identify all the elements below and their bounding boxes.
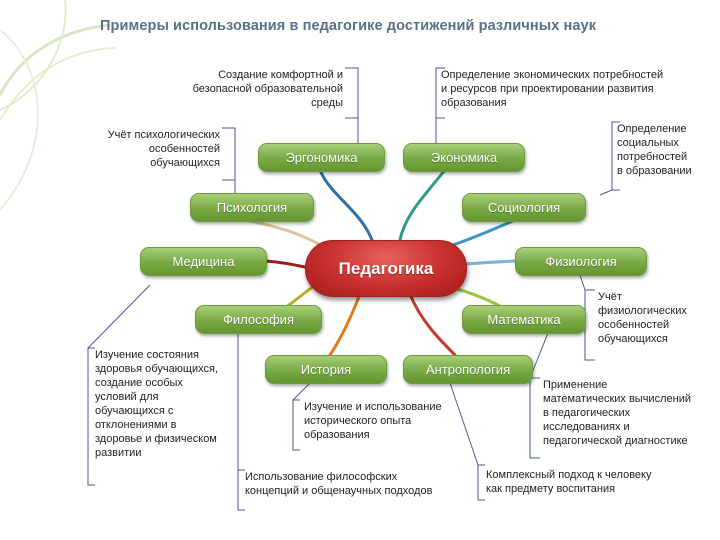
note-ekonomika: Определение экономических потребностей и ресурсов при проектировании развития образования [441, 69, 664, 109]
node-filosofiya: Философия [195, 305, 322, 334]
branch-istoriya [330, 294, 360, 355]
bracket-filosofiya [238, 332, 245, 510]
note-ergonomika: Создание комфортной и безопасной образовательной среды [192, 69, 343, 109]
node-istoriya: История [265, 355, 387, 384]
note-psikhologiya: Учёт психологических особенностей обучающихся [107, 129, 220, 169]
branch-sotsiologiya [450, 218, 520, 246]
node-psikhologiya: Психология [190, 193, 314, 222]
bracket-ergonomika [345, 68, 358, 143]
branch-meditsina [265, 261, 305, 267]
branch-psikhologiya [245, 220, 325, 248]
node-meditsina: Медицина [140, 247, 267, 276]
branch-antropologiya [410, 294, 455, 355]
node-matematika: Математика [462, 305, 586, 334]
node-ergonomika: Эргономика [258, 143, 385, 172]
page-title: Примеры использования в педагогике достижений различных наук [100, 18, 597, 34]
branch-ekonomika [400, 170, 445, 240]
node-ekonomika: Экономика [403, 143, 525, 172]
note-istoriya: Изучение и использование исторического опыта образования [304, 401, 442, 441]
note-fiziologiya: Учёт физиологических особенностей обучающихся [598, 291, 687, 345]
note-matematika: Применение математических вычислений в педагогических исследованиях и педагогической диагностике [543, 379, 691, 447]
note-sotsiologiya: Определение социальных потребностей в образовании [617, 123, 692, 177]
node-antropologiya: Антропология [403, 355, 533, 384]
node-fiziologiya: Физиология [515, 247, 647, 276]
bracket-psikhologiya [222, 128, 235, 193]
node-sotsiologiya: Социология [462, 193, 586, 222]
note-antropologiya: Комплексный подход к человеку как предмету воспитания [486, 469, 652, 495]
note-filosofiya: Использование философских концепций и общенаучных подходов [245, 471, 433, 497]
branch-fiziologiya [465, 261, 515, 264]
note-meditsina: Изучение состояния здоровья обучающихся, создание особых условий для обучающихся с отклонениями в здоровье и физическом развитии [95, 349, 219, 459]
bracket-antropologiya [450, 383, 485, 500]
branch-ergonomika [320, 170, 372, 240]
center-node-pedagogika: Педагогика [305, 240, 467, 297]
